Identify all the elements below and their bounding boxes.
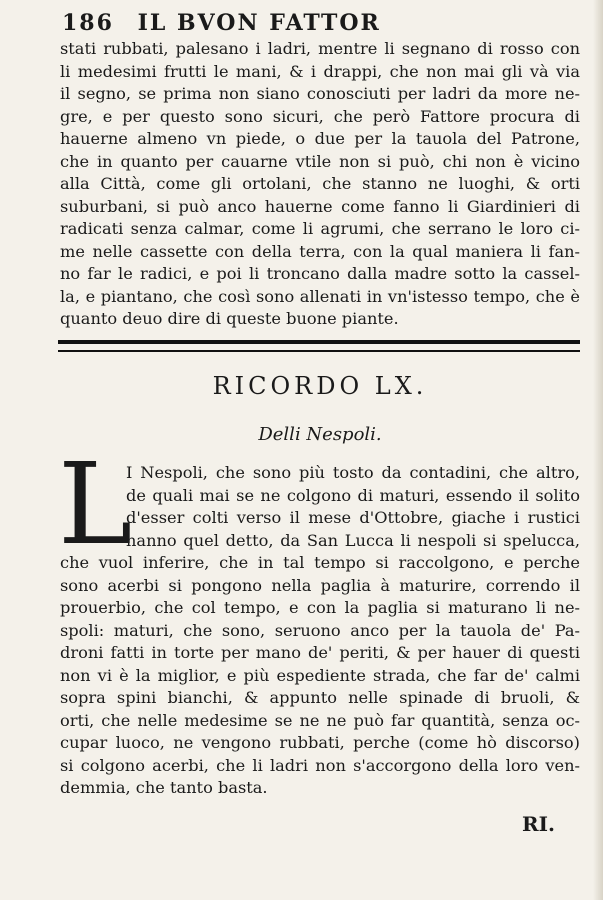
running-title: IL BVON FATTOR: [137, 10, 381, 36]
text-line: il segno, se prima non siano conosciuti per ladri da more ne-: [60, 84, 580, 103]
page-number: 186: [62, 10, 114, 36]
text-line: li medesimi frutti le mani, & i drappi, che non mai gli và via: [60, 61, 580, 81]
text-line: la, e piantano, che così sono allenati in vn'istesso tempo, che è: [60, 286, 580, 306]
text-line: prouerbio, che col tempo, e con la paglia si maturano li ne-: [60, 598, 580, 617]
text-line: cupar luoco, ne vengono rubbati, perche (come hò discorso): [60, 733, 580, 752]
text-line: demmia, che tanto basta.: [60, 778, 268, 797]
text-line: spoli: maturi, che sono, seruono anco per la tauola de' Pa-: [60, 620, 580, 640]
paragraph-continued: [60, 38, 580, 331]
page-edge-shadow: [593, 0, 603, 900]
section-subtitle: Delli Nespoli.: [258, 424, 382, 445]
section-title: RICORDO LX.: [212, 372, 428, 400]
text-line: I Nespoli, che sono più tosto da contadini, che altro,: [126, 463, 580, 482]
text-line: me nelle cassette con della terra, con la qual maniera li fan-: [60, 241, 580, 261]
text-line: hauerne almeno vn piede, o due per la tauola del Patrone,: [60, 129, 580, 148]
text-line: che vuol inferire, che in tal tempo si raccolgono, e perche: [60, 553, 580, 572]
text-line: no far le radici, e poi li troncano dalla madre sotto la cassel-: [60, 264, 580, 283]
text-line: non vi è la miglior, e più espediente strada, che far de' calmi: [60, 665, 580, 685]
text-line: suburbani, si può anco hauerne come fanno li Giardinieri di: [60, 196, 580, 216]
text-line: si colgono acerbi, che li ladri non s'accorgono della loro ven-: [60, 755, 580, 775]
text-line: orti, che nelle medesime se ne ne può far quantità, senza oc-: [60, 710, 580, 730]
text-line: de quali mai se ne colgono di maturi, essendo il solito: [126, 485, 580, 505]
text-line: alla Città, come gli ortolani, che stanno ne luoghi, & orti: [60, 174, 580, 193]
paragraph-body: [60, 462, 580, 800]
text-line: hanno quel detto, da San Lucca li nespoli si spelucca,: [126, 530, 580, 550]
text-line: gre, e per questo sono sicuri, che però Fattore procura di: [60, 106, 580, 126]
running-header: [62, 10, 542, 36]
text-line: quanto deuo dire di queste buone piante.: [60, 309, 399, 328]
drop-cap: L: [58, 440, 133, 570]
text-line: droni fatti in torte per mano de' periti, & per hauer di questi: [60, 643, 580, 662]
section-divider: [58, 340, 580, 352]
text-line: sono acerbi si pongono nella paglia à maturire, correndo il: [60, 575, 580, 595]
text-line: che in quanto per cauarne vtile non si può, chi non è vicino: [60, 151, 580, 171]
text-line: radicati senza calmar, come li agrumi, che serrano le loro ci-: [60, 219, 580, 238]
catchword: RI.: [522, 812, 555, 836]
text-line: sopra spini bianchi, & appunto nelle spinade di bruoli, &: [60, 688, 580, 707]
text-line: stati rubbati, palesano i ladri, mentre li segnano di rosso con: [60, 39, 580, 58]
text-line: d'esser colti verso il mese d'Ottobre, giache i rustici: [126, 508, 580, 527]
